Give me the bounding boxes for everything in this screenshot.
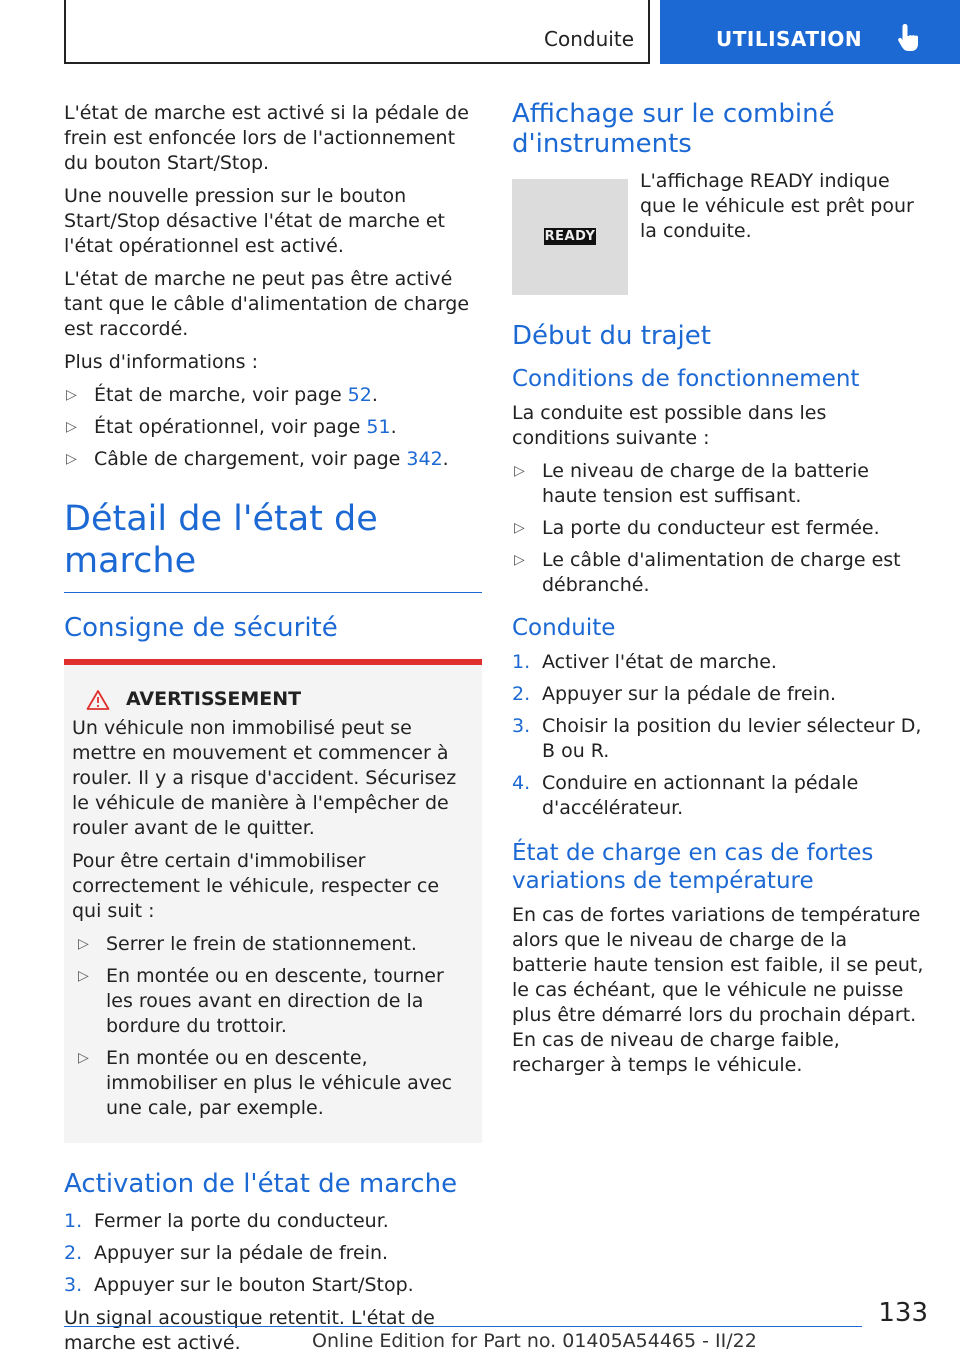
header-chapter-box (660, 0, 960, 64)
list-item: ▷ En montée ou en descente, immobiliser en plus le véhicule avec une cale, par exemple. (78, 1047, 453, 1119)
paragraph: En cas de fortes variations de température alors que le niveau de charge de la batterie haute tension est faible, il se peut, le cas échéant, que le véhicule ne puisse plus être démarré lors du prochain départ. En cas de niveau de charge faible, recharger à temps le véhicule. (512, 904, 924, 1076)
ready-description: L'affichage READY indique que le véhicule est prêt pour la conduite. (640, 170, 914, 242)
list-item: ▷ En montée ou en descente, tourner les roues avant en direction de la bordure du trottoir. (78, 965, 444, 1037)
paragraph: La conduite est possible dans les conditions suivante : (512, 402, 827, 449)
list-item: 3. Choisir la position du levier sélecteur D, B ou R. (512, 715, 922, 762)
warning-header (72, 687, 470, 712)
minor-heading: Conduite (512, 615, 616, 641)
list-item: 2. Appuyer sur la pédale de frein. (64, 1242, 389, 1264)
warning-box (64, 659, 482, 1143)
minor-heading: État de charge en cas de fortes variations de température (512, 840, 874, 894)
header-section-box (64, 0, 650, 64)
header-section-label: Conduite (544, 27, 634, 51)
list-item: ▷ La porte du conducteur est fermée. (514, 517, 880, 539)
warning-paragraph: Pour être certain d'immobiliser correctement le véhicule, respecter ce qui suit : (72, 850, 440, 922)
subsection-heading: Affichage sur le combiné d'instruments (512, 99, 835, 159)
subsection-heading: Début du trajet (512, 321, 711, 351)
list-item: ▷ État opérationnel, voir page 51. (66, 416, 397, 438)
list-item: ▷ Câble de chargement, voir page 342. (66, 448, 449, 470)
list-item: ▷ Le niveau de charge de la batterie haute tension est suffisant. (514, 460, 869, 507)
paragraph: L'état de marche ne peut pas être activé tant que le câble d'alimentation de charge est raccordé. (64, 268, 470, 340)
triangle-bullet-icon: ▷ (514, 520, 525, 536)
list-item: ▷ Serrer le frein de stationnement. (78, 933, 417, 955)
triangle-bullet-icon: ▷ (514, 463, 525, 479)
page-link[interactable]: 342 (406, 448, 443, 470)
warning-list (76, 932, 470, 1121)
subsection-heading: Activation de l'état de marche (64, 1169, 458, 1199)
list-item: 1. Fermer la porte du conducteur. (64, 1210, 389, 1232)
ready-figure (512, 169, 928, 295)
steps-list (512, 650, 928, 821)
instrument-cluster-image (512, 179, 628, 295)
list-item: 1. Activer l'état de marche. (512, 651, 777, 673)
paragraph: Un signal acoustique retentit. L'état de marche est activé. (64, 1307, 435, 1354)
triangle-bullet-icon: ▷ (66, 387, 77, 403)
triangle-bullet-icon: ▷ (78, 936, 89, 952)
warning-paragraph: Un véhicule non immobilisé peut se mettre en mouvement et commencer à rouler. Il y a risque d'accident. Sécurisez le véhicule de manière à l'empêcher de rouler avant de le quitter. (72, 717, 457, 839)
steps-list (64, 1209, 482, 1298)
list-item: 2. Appuyer sur la pédale de frein. (512, 683, 837, 705)
paragraph: L'état de marche est activé si la pédale de frein est enfoncée lors de l'actionnement du bouton Start/Stop. (64, 102, 469, 174)
right-column (512, 99, 928, 1086)
reference-list (64, 383, 482, 472)
ready-badge: READY (544, 229, 596, 244)
left-column (64, 101, 482, 1362)
footer-divider (64, 1326, 862, 1327)
header-chapter-label: UTILISATION (716, 27, 863, 51)
page-link[interactable]: 51 (366, 416, 391, 438)
hand-pointer-icon (896, 22, 924, 54)
section-heading: Détail de l'état de marche (64, 498, 482, 593)
triangle-bullet-icon: ▷ (514, 552, 525, 568)
list-item: ▷ Le câble d'alimentation de charge est débranché. (514, 549, 901, 596)
triangle-bullet-icon: ▷ (78, 968, 89, 984)
list-item: 4. Conduire en actionnant la pédale d'accélérateur. (512, 772, 859, 819)
page-link[interactable]: 52 (347, 384, 372, 406)
warning-triangle-icon (86, 689, 110, 711)
paragraph: Plus d'informations : (64, 351, 258, 373)
paragraph: Une nouvelle pression sur le bouton Start/Stop désactive l'état de marche et l'état opérationnel est activé. (64, 185, 445, 257)
subsection-heading: Consigne de sécurité (64, 613, 338, 643)
list-item: 3. Appuyer sur le bouton Start/Stop. (64, 1274, 414, 1296)
conditions-list (512, 459, 928, 598)
triangle-bullet-icon: ▷ (66, 419, 77, 435)
triangle-bullet-icon: ▷ (78, 1050, 89, 1066)
triangle-bullet-icon: ▷ (66, 451, 77, 467)
minor-heading: Conditions de fonctionnement (512, 366, 860, 392)
page-number: 133 (878, 1298, 928, 1328)
list-item: ▷ État de marche, voir page 52. (66, 384, 378, 406)
footer-edition: Online Edition for Part no. 01405A54465 - II/22 (312, 1330, 757, 1352)
warning-title: AVERTISSEMENT (126, 688, 302, 710)
